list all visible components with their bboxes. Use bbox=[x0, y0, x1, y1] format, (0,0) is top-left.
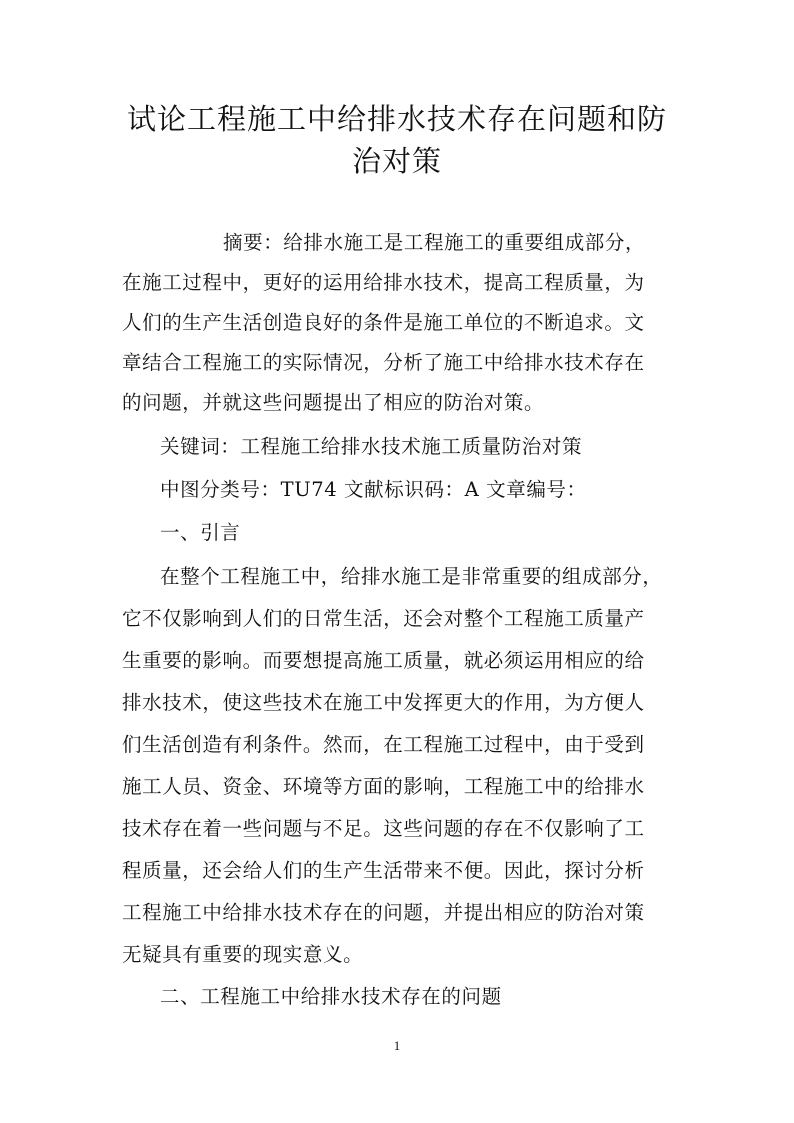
paragraph-line: 在整个工程施工中，给排水施工是非常重要的组成部分， bbox=[160, 565, 663, 588]
paragraph-line: 生重要的影响。而要想提高施工质量，就必须运用相应的给 bbox=[122, 649, 645, 672]
paragraph-line: 工程施工中给排水技术存在的问题，并提出相应的防治对策 bbox=[122, 901, 645, 924]
paragraph-line: 无疑具有重要的现实意义。 bbox=[122, 943, 364, 966]
paragraph-line: 它不仅影响到人们的日常生活，还会对整个工程施工质量产 bbox=[122, 607, 645, 630]
abstract-line: 的问题，并就这些问题提出了相应的防治对策。 bbox=[122, 391, 545, 414]
paragraph-line: 技术存在着一些问题与不足。这些问题的存在不仅影响了工 bbox=[122, 817, 645, 840]
paragraph-line: 程质量，还会给人们的生产生活带来不便。因此，探讨分析 bbox=[122, 859, 645, 882]
paragraph-line: 施工人员、资金、环境等方面的影响，工程施工中的给排水 bbox=[122, 775, 645, 798]
keywords-line: 关键词：工程施工给排水技术施工质量防治对策 bbox=[160, 435, 583, 458]
section-heading: 一、引言 bbox=[160, 521, 241, 544]
paragraph-line: 们生活创造有利条件。然而，在工程施工过程中，由于受到 bbox=[122, 733, 645, 756]
abstract-line: 章结合工程施工的实际情况，分析了施工中给排水技术存在 bbox=[122, 351, 645, 374]
classification-line: 中图分类号：TU74 文献标识码：A 文章编号： bbox=[160, 478, 587, 501]
document-title-line-2: 治对策 bbox=[351, 144, 442, 178]
abstract-line: 在施工过程中，更好的运用给排水技术，提高工程质量，为 bbox=[122, 271, 645, 294]
abstract-line: 人们的生产生活创造良好的条件是施工单位的不断追求。文 bbox=[122, 311, 645, 334]
page-number: 1 bbox=[393, 1038, 401, 1053]
abstract-line: 摘要：给排水施工是工程施工的重要组成部分， bbox=[223, 231, 646, 254]
section-heading: 二、工程施工中给排水技术存在的问题 bbox=[160, 985, 502, 1008]
document-title-line-1: 试论工程施工中给排水技术存在问题和防 bbox=[126, 102, 667, 136]
paragraph-line: 排水技术，使这些技术在施工中发挥更大的作用，为方便人 bbox=[122, 691, 645, 714]
